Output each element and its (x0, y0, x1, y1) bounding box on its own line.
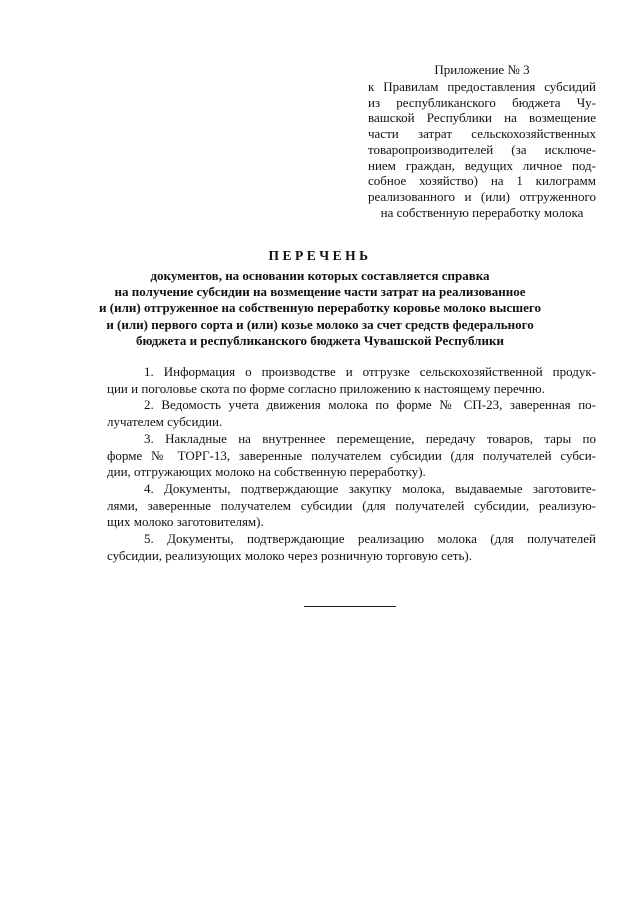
appendix-line: реализованного и (или) отгруженного (368, 188, 596, 204)
list-item (107, 364, 596, 397)
list-item (107, 481, 596, 531)
list-item-line: 4. Документы, подтверждающие закупку молока, выдаваемые заготовите- (144, 480, 596, 496)
appendix-text (368, 79, 596, 220)
subtitle-line: на получение субсидии на возмещение части затрат на реализованное (114, 284, 526, 300)
appendix-line: собное хозяйство) на 1 килограмм (368, 173, 596, 189)
subtitle-line: и (или) первого сорта и (или) козье молоко за счет средств федерального (106, 316, 534, 332)
list-item-line: ции и поголовье скота по форме согласно приложению к настоящему перечню. (107, 380, 545, 396)
list-item-line: 1. Информация о производстве и отгрузке сельскохозяйственной продук- (144, 364, 596, 379)
subtitle-line: бюджета и республиканского бюджета Чувашской Республики (136, 332, 504, 348)
appendix-line: к Правилам предоставления субсидий (368, 79, 596, 94)
list-item-line: 5. Документы, подтверждающие реализацию молока (для получателей (144, 531, 596, 547)
list-item-line: лями, заверенные получателем субсидии (для получателей субсидии, реализую- (107, 497, 596, 513)
appendix-line: части затрат сельскохозяйственных (368, 126, 596, 142)
list-item-line: дии, отгружающих молоко на собственную переработку). (107, 464, 426, 480)
list-item-line: 3. Накладные на внутреннее перемещение, передачу товаров, тары по (144, 430, 596, 446)
list-item (107, 431, 596, 481)
appendix-line: нием граждан, ведущих личное под- (368, 157, 596, 173)
subtitle-line: документов, на основании которых составляется справка (150, 268, 490, 283)
appendix-line: вашской Республики на возмещение (368, 110, 596, 126)
appendix-line: товаропроизводителей (за исключе- (368, 141, 596, 157)
list-item (107, 531, 596, 564)
appendix-line: на собственную переработку молока (380, 204, 584, 220)
subtitle-line: и (или) отгруженное на собственную переработку коровье молоко высшего (99, 300, 541, 316)
appendix-title: Приложение № 3 (434, 62, 530, 77)
document-title: ПЕРЕЧЕНЬ (268, 248, 372, 263)
appendix-line: из республиканского бюджета Чу- (368, 94, 596, 110)
footer-separator-line (304, 606, 396, 607)
document-list (107, 364, 596, 564)
list-item-line: щих молоко заготовителям). (107, 514, 264, 530)
list-item-line: субсидии, реализующих молоко через розничную торговую сеть). (107, 547, 472, 563)
list-item (107, 397, 596, 430)
list-item-line: форме № ТОРГ-13, заверенные получателем субсидии (для получателей субси- (107, 447, 596, 463)
list-item-line: лучателем субсидии. (107, 414, 223, 430)
list-item-line: 2. Ведомость учета движения молока по форме № СП-23, заверенная по- (144, 397, 596, 413)
document-subtitle (90, 268, 550, 349)
